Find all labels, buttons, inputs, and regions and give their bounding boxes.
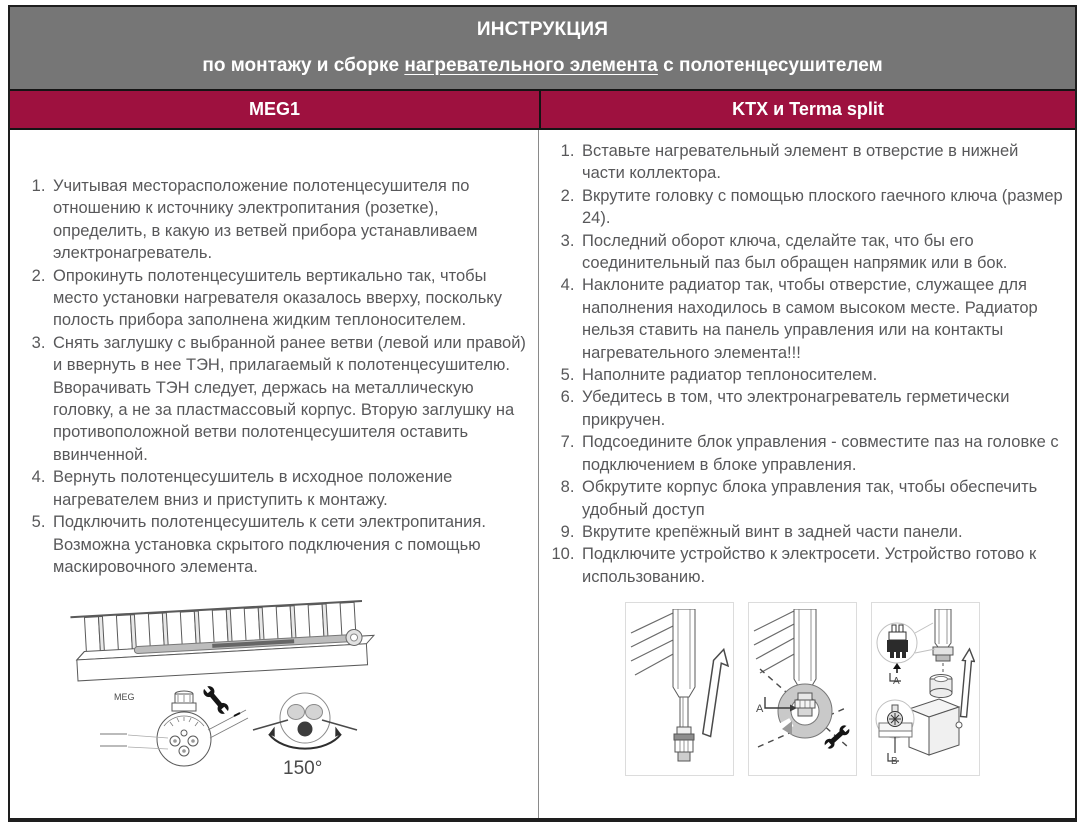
screw-detail	[876, 700, 914, 767]
instruction-table	[8, 5, 1077, 822]
control-unit-box	[909, 675, 962, 756]
column-meg1	[10, 130, 539, 818]
list-item: 4. Наклоните радиатор так, чтобы отверстие, служащее для наполнения находилось в самом высоком месте. Радиатор нельзя ставить на панель управления или на контакты нагревательного элемента!!!	[579, 274, 1065, 364]
ktx-diagram-tighten	[748, 602, 857, 776]
list-item: 1. Вставьте нагревательный элемент в отверстие в нижней части коллектора.	[579, 140, 1065, 185]
column-header-meg1: MEG1	[248, 99, 300, 119]
list-item: 8. Обкрутите корпус блока управления так, чтобы обеспечить удобный доступ	[579, 476, 1065, 521]
heating-element	[674, 727, 694, 761]
list-item: 7. Подсоедините блок управления - совместите паз на головке с подключением в блоке управления.	[579, 431, 1065, 476]
list-item: 3. Последний оборот ключа, сделайте так, что бы его соединительный паз был обращен напрямик или в бок.	[579, 230, 1065, 275]
list-item: 9. Вкрутите крепёжный винт в задней части панели.	[579, 521, 1065, 543]
table-body	[10, 130, 1075, 818]
list-item: 3. Снять заглушку с выбранной ранее ветви (левой или правой) и ввернуть в нее ТЭН, прилагаемый к полотенцесушителю. Вворачивать ТЭН следует, держась на металлическую головку, а не за пластмассовый корпус. Вторую заглушку на противоположной ветви полотенцесушителя оставить ввинченной.	[50, 332, 532, 466]
list-item: 4. Вернуть полотенцесушитель в исходное положение нагревателем вниз и приступить к монтажу.	[50, 466, 532, 511]
subtitle-post: с полотенцесушителем	[657, 55, 883, 76]
rotation-angle-label: 150°	[283, 758, 323, 780]
meg1-steps-list	[10, 175, 532, 578]
control-unit-svg	[875, 609, 975, 769]
ktx-steps-list	[539, 140, 1065, 588]
list-item: 1. Учитывая месторасположение полотенцесушителя по отношению к источнику электропитания (розетке), определить, в какую из ветвей прибора устанавливаем электронагреватель.	[50, 175, 532, 265]
meg1-diagram	[62, 596, 377, 788]
ktx-diagram-control-unit	[871, 602, 980, 776]
column-header-row	[10, 89, 1075, 130]
ktx-diagram-insert	[625, 602, 734, 776]
column-header-ktx: KTX и Terma split	[539, 91, 1075, 128]
subtitle-underlined: нагревательного элемента	[404, 55, 658, 76]
column-ktx	[539, 130, 1075, 818]
list-item: 2. Опрокинуть полотенцесушитель вертикально так, чтобы место установки нагревателя оказалось вверху, поскольку полость прибора заполнена жидким теплоносителем.	[50, 265, 532, 332]
rotation-range-detail	[253, 693, 357, 779]
wrench-icon	[200, 683, 232, 718]
pipe	[673, 609, 695, 727]
connector-label: A	[893, 676, 900, 688]
ring-label: A	[756, 703, 764, 716]
ktx-diagrams	[539, 602, 1065, 776]
list-item: 10. Подключите устройство к электросети. Устройство готово к использованию.	[579, 543, 1065, 588]
meg1-diagram-svg	[62, 596, 377, 788]
model-label: MEG	[114, 692, 135, 703]
screw-label: B	[891, 756, 898, 768]
document-title: ИНСТРУКЦИЯ	[476, 19, 609, 40]
list-item: 5. Подключить полотенцесушитель к сети электропитания. Возможна установка скрытого подключения с помощью маскировочного элемента.	[50, 511, 532, 578]
up-arrow	[703, 648, 729, 737]
tighten-head-svg	[752, 609, 852, 769]
radiator-horizontal	[70, 601, 375, 682]
list-item: 2. Вкрутите головку с помощью плоского гаечного ключа (размер 24).	[579, 185, 1065, 230]
list-item: 6. Убедитесь в том, что электронагреватель герметически прикручен.	[579, 386, 1065, 431]
document-header	[10, 7, 1075, 89]
element-head	[795, 693, 815, 716]
insert-element-svg	[629, 609, 729, 769]
up-arrow	[958, 649, 975, 718]
subtitle-pre: по монтажу и сборке	[202, 55, 405, 76]
document-subtitle	[202, 55, 882, 77]
connector-detail	[877, 623, 935, 687]
list-item: 5. Наполните радиатор теплоносителем.	[579, 364, 1065, 386]
